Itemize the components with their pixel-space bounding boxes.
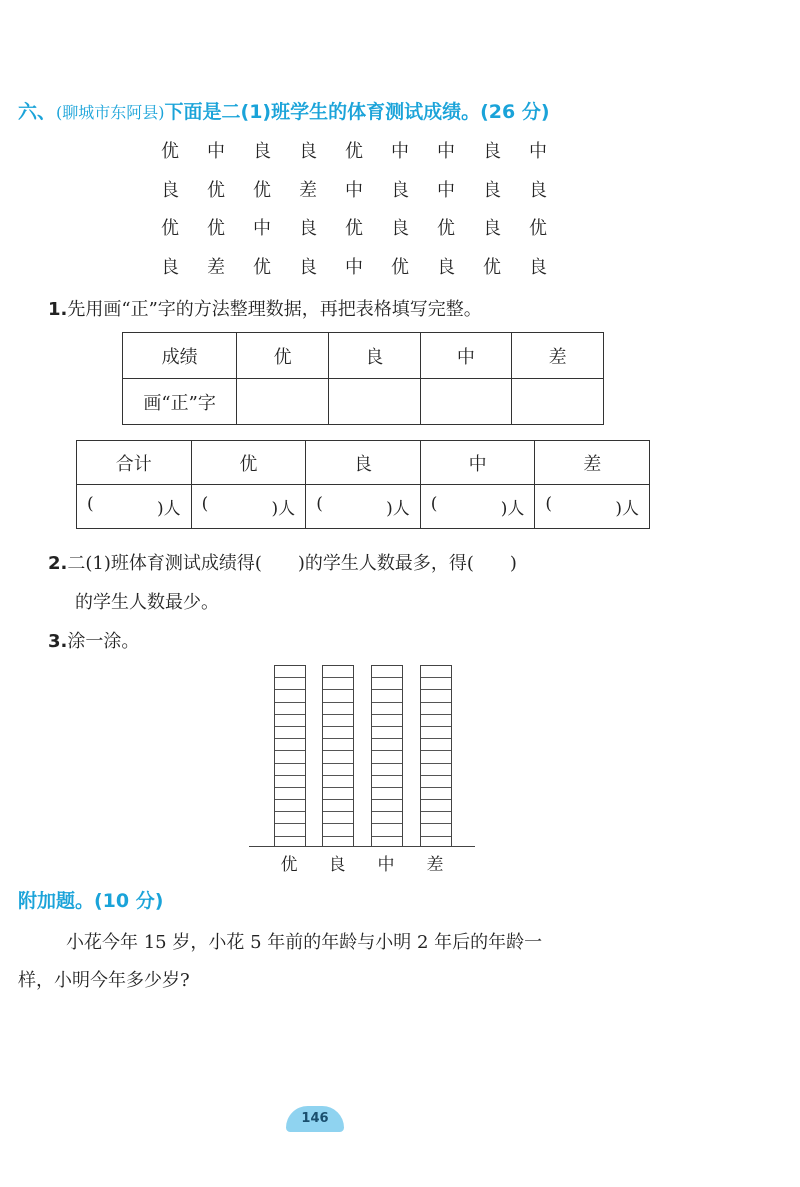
grade-cell: 良 bbox=[483, 141, 501, 162]
bar-segment[interactable] bbox=[275, 727, 305, 739]
color-bar-good[interactable] bbox=[322, 665, 354, 847]
grade-cell: 良 bbox=[529, 180, 547, 201]
bar-label-poor: 差 bbox=[426, 855, 444, 875]
bar-segment[interactable] bbox=[275, 690, 305, 702]
bar-segment[interactable] bbox=[372, 703, 402, 715]
count-table bbox=[76, 440, 650, 529]
bar-segment[interactable] bbox=[275, 824, 305, 836]
grade-cell: 中 bbox=[437, 141, 455, 162]
grade-cell: 良 bbox=[483, 218, 501, 239]
question-2-line-2: 的学生人数最少。 bbox=[75, 592, 219, 613]
bar-label-medium: 中 bbox=[377, 855, 395, 875]
count-cell-poor[interactable]: ( )人 bbox=[535, 485, 650, 529]
bar-label-excellent: 优 bbox=[280, 855, 298, 875]
bar-segment[interactable] bbox=[275, 764, 305, 776]
grade-cell: 良 bbox=[161, 180, 179, 201]
color-bar-excellent[interactable] bbox=[274, 665, 306, 847]
grade-cell: 中 bbox=[253, 218, 271, 239]
bar-segment[interactable] bbox=[323, 800, 353, 812]
question-3: 3.涂一涂。 bbox=[48, 631, 140, 652]
grade-cell: 良 bbox=[253, 141, 271, 162]
tally-header-medium: 中 bbox=[420, 333, 512, 379]
grade-cell: 优 bbox=[161, 141, 179, 162]
bar-segment[interactable] bbox=[421, 776, 451, 788]
section-prefix: 六、 bbox=[18, 101, 57, 123]
bar-segment[interactable] bbox=[323, 812, 353, 824]
bar-segment[interactable] bbox=[275, 678, 305, 690]
count-header-good: 良 bbox=[306, 441, 421, 485]
bar-segment[interactable] bbox=[372, 666, 402, 678]
bar-segment[interactable] bbox=[421, 715, 451, 727]
tally-header-good: 良 bbox=[328, 333, 420, 379]
bar-segment[interactable] bbox=[372, 678, 402, 690]
bar-segment[interactable] bbox=[372, 812, 402, 824]
bar-segment[interactable] bbox=[421, 690, 451, 702]
count-cell-total[interactable]: ( )人 bbox=[77, 485, 192, 529]
bar-segment[interactable] bbox=[372, 764, 402, 776]
bonus-line-1: 小花今年 15 岁，小花 5 年前的年龄与小明 2 年后的年龄一 bbox=[66, 932, 543, 953]
bar-segment[interactable] bbox=[372, 788, 402, 800]
grade-cell: 中 bbox=[391, 141, 409, 162]
bar-segment[interactable] bbox=[372, 690, 402, 702]
count-cell-good[interactable]: ( )人 bbox=[306, 485, 421, 529]
bar-segment[interactable] bbox=[323, 764, 353, 776]
bar-segment[interactable] bbox=[372, 715, 402, 727]
bar-segment[interactable] bbox=[421, 824, 451, 836]
grade-cell: 差 bbox=[299, 180, 317, 201]
grade-cell: 差 bbox=[207, 257, 225, 278]
grade-cell: 优 bbox=[391, 257, 409, 278]
grade-cell: 良 bbox=[529, 257, 547, 278]
bar-segment[interactable] bbox=[421, 788, 451, 800]
bar-segment[interactable] bbox=[323, 751, 353, 763]
bar-segment[interactable] bbox=[372, 824, 402, 836]
count-header-total: 合计 bbox=[77, 441, 192, 485]
grade-cell: 优 bbox=[483, 257, 501, 278]
grade-cell: 中 bbox=[529, 141, 547, 162]
count-header-excellent: 优 bbox=[191, 441, 306, 485]
grade-cell: 良 bbox=[299, 218, 317, 239]
question-1: 1.先用画“正”字的方法整理数据，再把表格填写完整。 bbox=[48, 299, 482, 320]
grade-cell: 优 bbox=[345, 218, 363, 239]
bar-segment[interactable] bbox=[323, 727, 353, 739]
bar-segment[interactable] bbox=[421, 764, 451, 776]
grade-cell: 优 bbox=[437, 218, 455, 239]
grade-cell: 良 bbox=[299, 257, 317, 278]
bar-segment[interactable] bbox=[421, 666, 451, 678]
tally-header-score: 成绩 bbox=[123, 333, 237, 379]
grade-cell: 中 bbox=[345, 257, 363, 278]
count-cell-medium[interactable]: ( )人 bbox=[420, 485, 535, 529]
bar-segment[interactable] bbox=[323, 776, 353, 788]
section-source: (聊城市东阿县) bbox=[56, 103, 165, 122]
tally-cell-good[interactable] bbox=[328, 379, 420, 425]
grade-cell: 良 bbox=[391, 218, 409, 239]
tally-row-label: 画“正”字 bbox=[123, 379, 237, 425]
grade-cell: 优 bbox=[207, 180, 225, 201]
bar-segment[interactable] bbox=[323, 678, 353, 690]
grade-cell: 优 bbox=[161, 218, 179, 239]
grade-cell: 优 bbox=[253, 257, 271, 278]
bar-segment[interactable] bbox=[275, 739, 305, 751]
page-number: 146 bbox=[286, 1106, 344, 1132]
bar-axis bbox=[249, 846, 475, 847]
tally-cell-excellent[interactable] bbox=[237, 379, 329, 425]
tally-table bbox=[122, 332, 604, 425]
bar-segment[interactable] bbox=[323, 703, 353, 715]
bar-segment[interactable] bbox=[323, 715, 353, 727]
grade-cell: 优 bbox=[345, 141, 363, 162]
bar-label-good: 良 bbox=[328, 855, 346, 875]
bar-segment[interactable] bbox=[275, 715, 305, 727]
count-header-medium: 中 bbox=[420, 441, 535, 485]
grade-cell: 中 bbox=[437, 180, 455, 201]
bar-segment[interactable] bbox=[275, 788, 305, 800]
bar-segment[interactable] bbox=[421, 751, 451, 763]
grade-cell: 良 bbox=[437, 257, 455, 278]
bonus-title: 附加题。(10 分) bbox=[18, 890, 164, 912]
bar-segment[interactable] bbox=[275, 751, 305, 763]
grade-cell: 中 bbox=[345, 180, 363, 201]
count-cell-excellent[interactable]: ( )人 bbox=[191, 485, 306, 529]
tally-header-poor: 差 bbox=[512, 333, 604, 379]
bar-segment[interactable] bbox=[421, 739, 451, 751]
bar-segment[interactable] bbox=[372, 739, 402, 751]
bar-segment[interactable] bbox=[275, 776, 305, 788]
bar-segment[interactable] bbox=[275, 800, 305, 812]
tally-cell-medium[interactable] bbox=[420, 379, 512, 425]
bonus-line-2: 样，小明今年多少岁? bbox=[18, 970, 190, 991]
bar-segment[interactable] bbox=[372, 800, 402, 812]
grade-cell: 良 bbox=[161, 257, 179, 278]
grade-cell: 良 bbox=[483, 180, 501, 201]
bar-segment[interactable] bbox=[372, 776, 402, 788]
color-bar-poor[interactable] bbox=[420, 665, 452, 847]
grade-cell: 良 bbox=[299, 141, 317, 162]
bar-segment[interactable] bbox=[275, 703, 305, 715]
bar-segment[interactable] bbox=[421, 812, 451, 824]
bar-segment[interactable] bbox=[421, 703, 451, 715]
grade-cell: 优 bbox=[253, 180, 271, 201]
grade-cell: 中 bbox=[207, 141, 225, 162]
question-2-line-1: 2.二(1)班体育测试成绩得( )的学生人数最多，得( ) bbox=[48, 553, 517, 574]
tally-header-excellent: 优 bbox=[237, 333, 329, 379]
count-header-poor: 差 bbox=[535, 441, 650, 485]
grade-cell: 良 bbox=[391, 180, 409, 201]
section-title-text: 下面是二(1)班学生的体育测试成绩。(26 分) bbox=[164, 101, 550, 123]
bar-segment[interactable] bbox=[372, 727, 402, 739]
bar-segment[interactable] bbox=[421, 800, 451, 812]
bar-segment[interactable] bbox=[421, 727, 451, 739]
color-bar-medium[interactable] bbox=[371, 665, 403, 847]
bar-segment[interactable] bbox=[323, 690, 353, 702]
tally-cell-poor[interactable] bbox=[512, 379, 604, 425]
bar-segment[interactable] bbox=[372, 751, 402, 763]
section-6-title bbox=[18, 97, 550, 124]
bar-segment[interactable] bbox=[323, 824, 353, 836]
bar-segment[interactable] bbox=[323, 666, 353, 678]
grade-cell: 优 bbox=[207, 218, 225, 239]
bar-segment[interactable] bbox=[323, 739, 353, 751]
bar-segment[interactable] bbox=[421, 678, 451, 690]
grade-cell: 优 bbox=[529, 218, 547, 239]
bar-segment[interactable] bbox=[275, 812, 305, 824]
bar-segment[interactable] bbox=[323, 788, 353, 800]
bar-segment[interactable] bbox=[275, 666, 305, 678]
